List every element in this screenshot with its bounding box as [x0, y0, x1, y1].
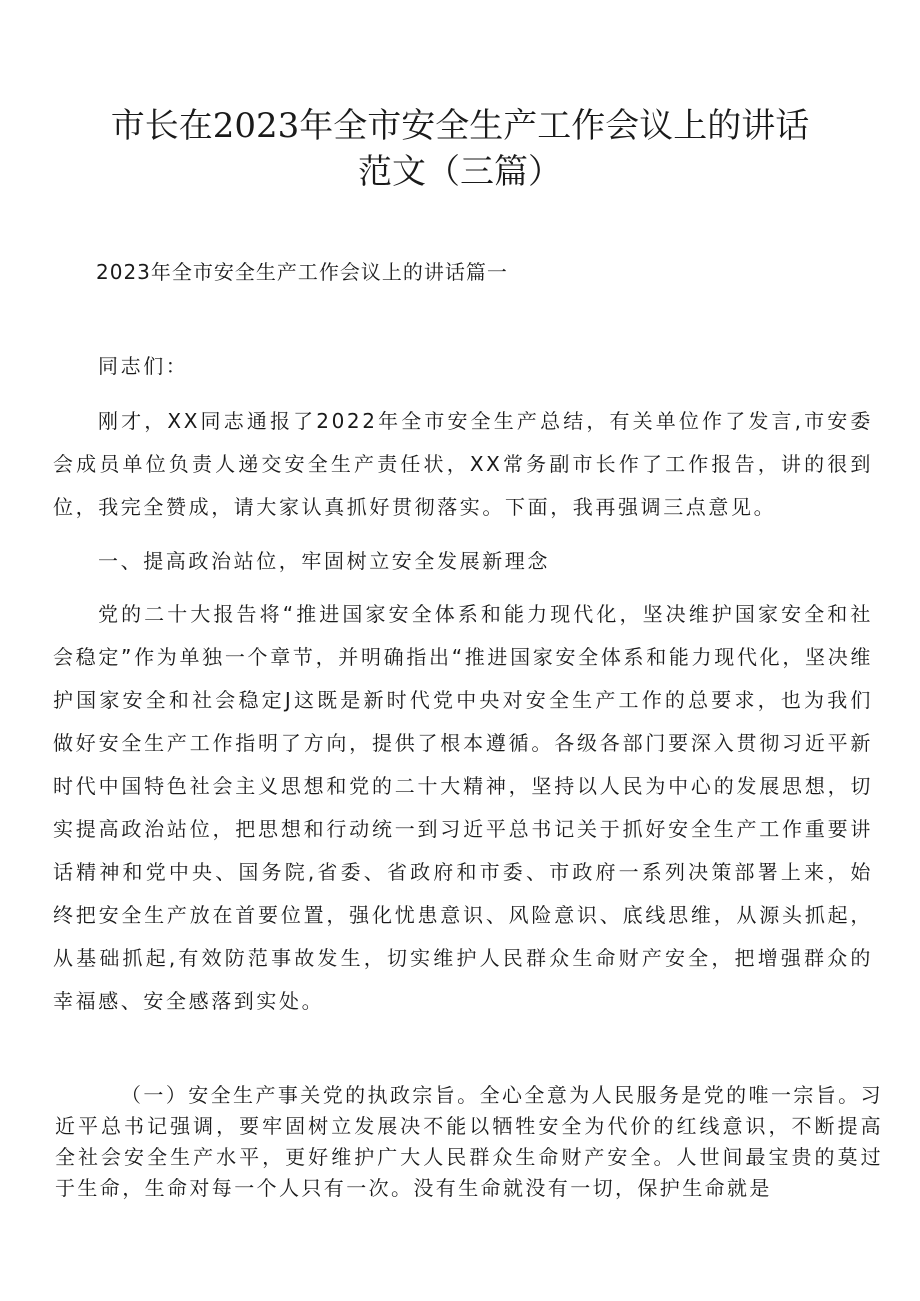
paragraph-political-stance: 党的二十大报告将“推进国家安全体系和能力现代化，坚决维护国家安全和社会稳定”作为单独一个章节，并明确指出“推进国家安全体系和能力现代化，坚决维护国家安全和社会稳定J这既是新时代党中央对安全生产工作的总要求，也为我们做好安全生产工作指明了方向，提供了根本遵循。各级各部门要深入贯彻习近平新时代中国特色社会主义思想和党的二十大精神，坚持以人民为中心的发展思想，切实提高政治站位，把思想和行动统一到习近平总书记关于抓好安全生产工作重要讲话精神和党中央、国务院,省委、省政府和市委、市政府一系列决策部署上来，始终把安全生产放在首要位置，强化忧患意识、风险意识、底线思维，从源头抓起，从基础抓起,有效防范事故发生，切实维护人民群众生命财产安全，把增强群众的幸福感、安全感落到实处。 — [53, 602, 873, 1013]
paragraph-party-purpose: （一）安全生产事关党的执政宗旨。全心全意为人民服务是党的唯一宗旨。习近平总书记强调，要牢固树立发展决不能以牺牲安全为代价的红线意识，不断提高全社会安全生产水平，更好维护广大人民群众生命财产安全。人世间最宝贵的莫过于生命，生命对每一个人只有一次。没有生命就没有一切，保护生命就是 — [55, 1083, 883, 1200]
paragraph-opening: 刚才，XX同志通报了2022年全市安全生产总结，有关单位作了发言,市安委会成员单位负责人递交安全生产责任状，XX常务副市长作了工作报告，讲的很到位，我完全赞成，请大家认真抓好贯彻落实。下面，我再强调三点意见。 — [53, 409, 873, 519]
document-title-line-1: 市长在2023年全市安全生产工作会议上的讲话 — [110, 106, 810, 146]
section-subtitle: 2023年全市安全生产工作会议上的讲话篇一 — [96, 260, 508, 284]
document-title-line-2: 范文（三篇） — [358, 152, 562, 192]
section-heading-1: 一、提高政治站位，牢固树立安全发展新理念 — [98, 549, 550, 573]
greeting: 同志们： — [98, 354, 189, 378]
